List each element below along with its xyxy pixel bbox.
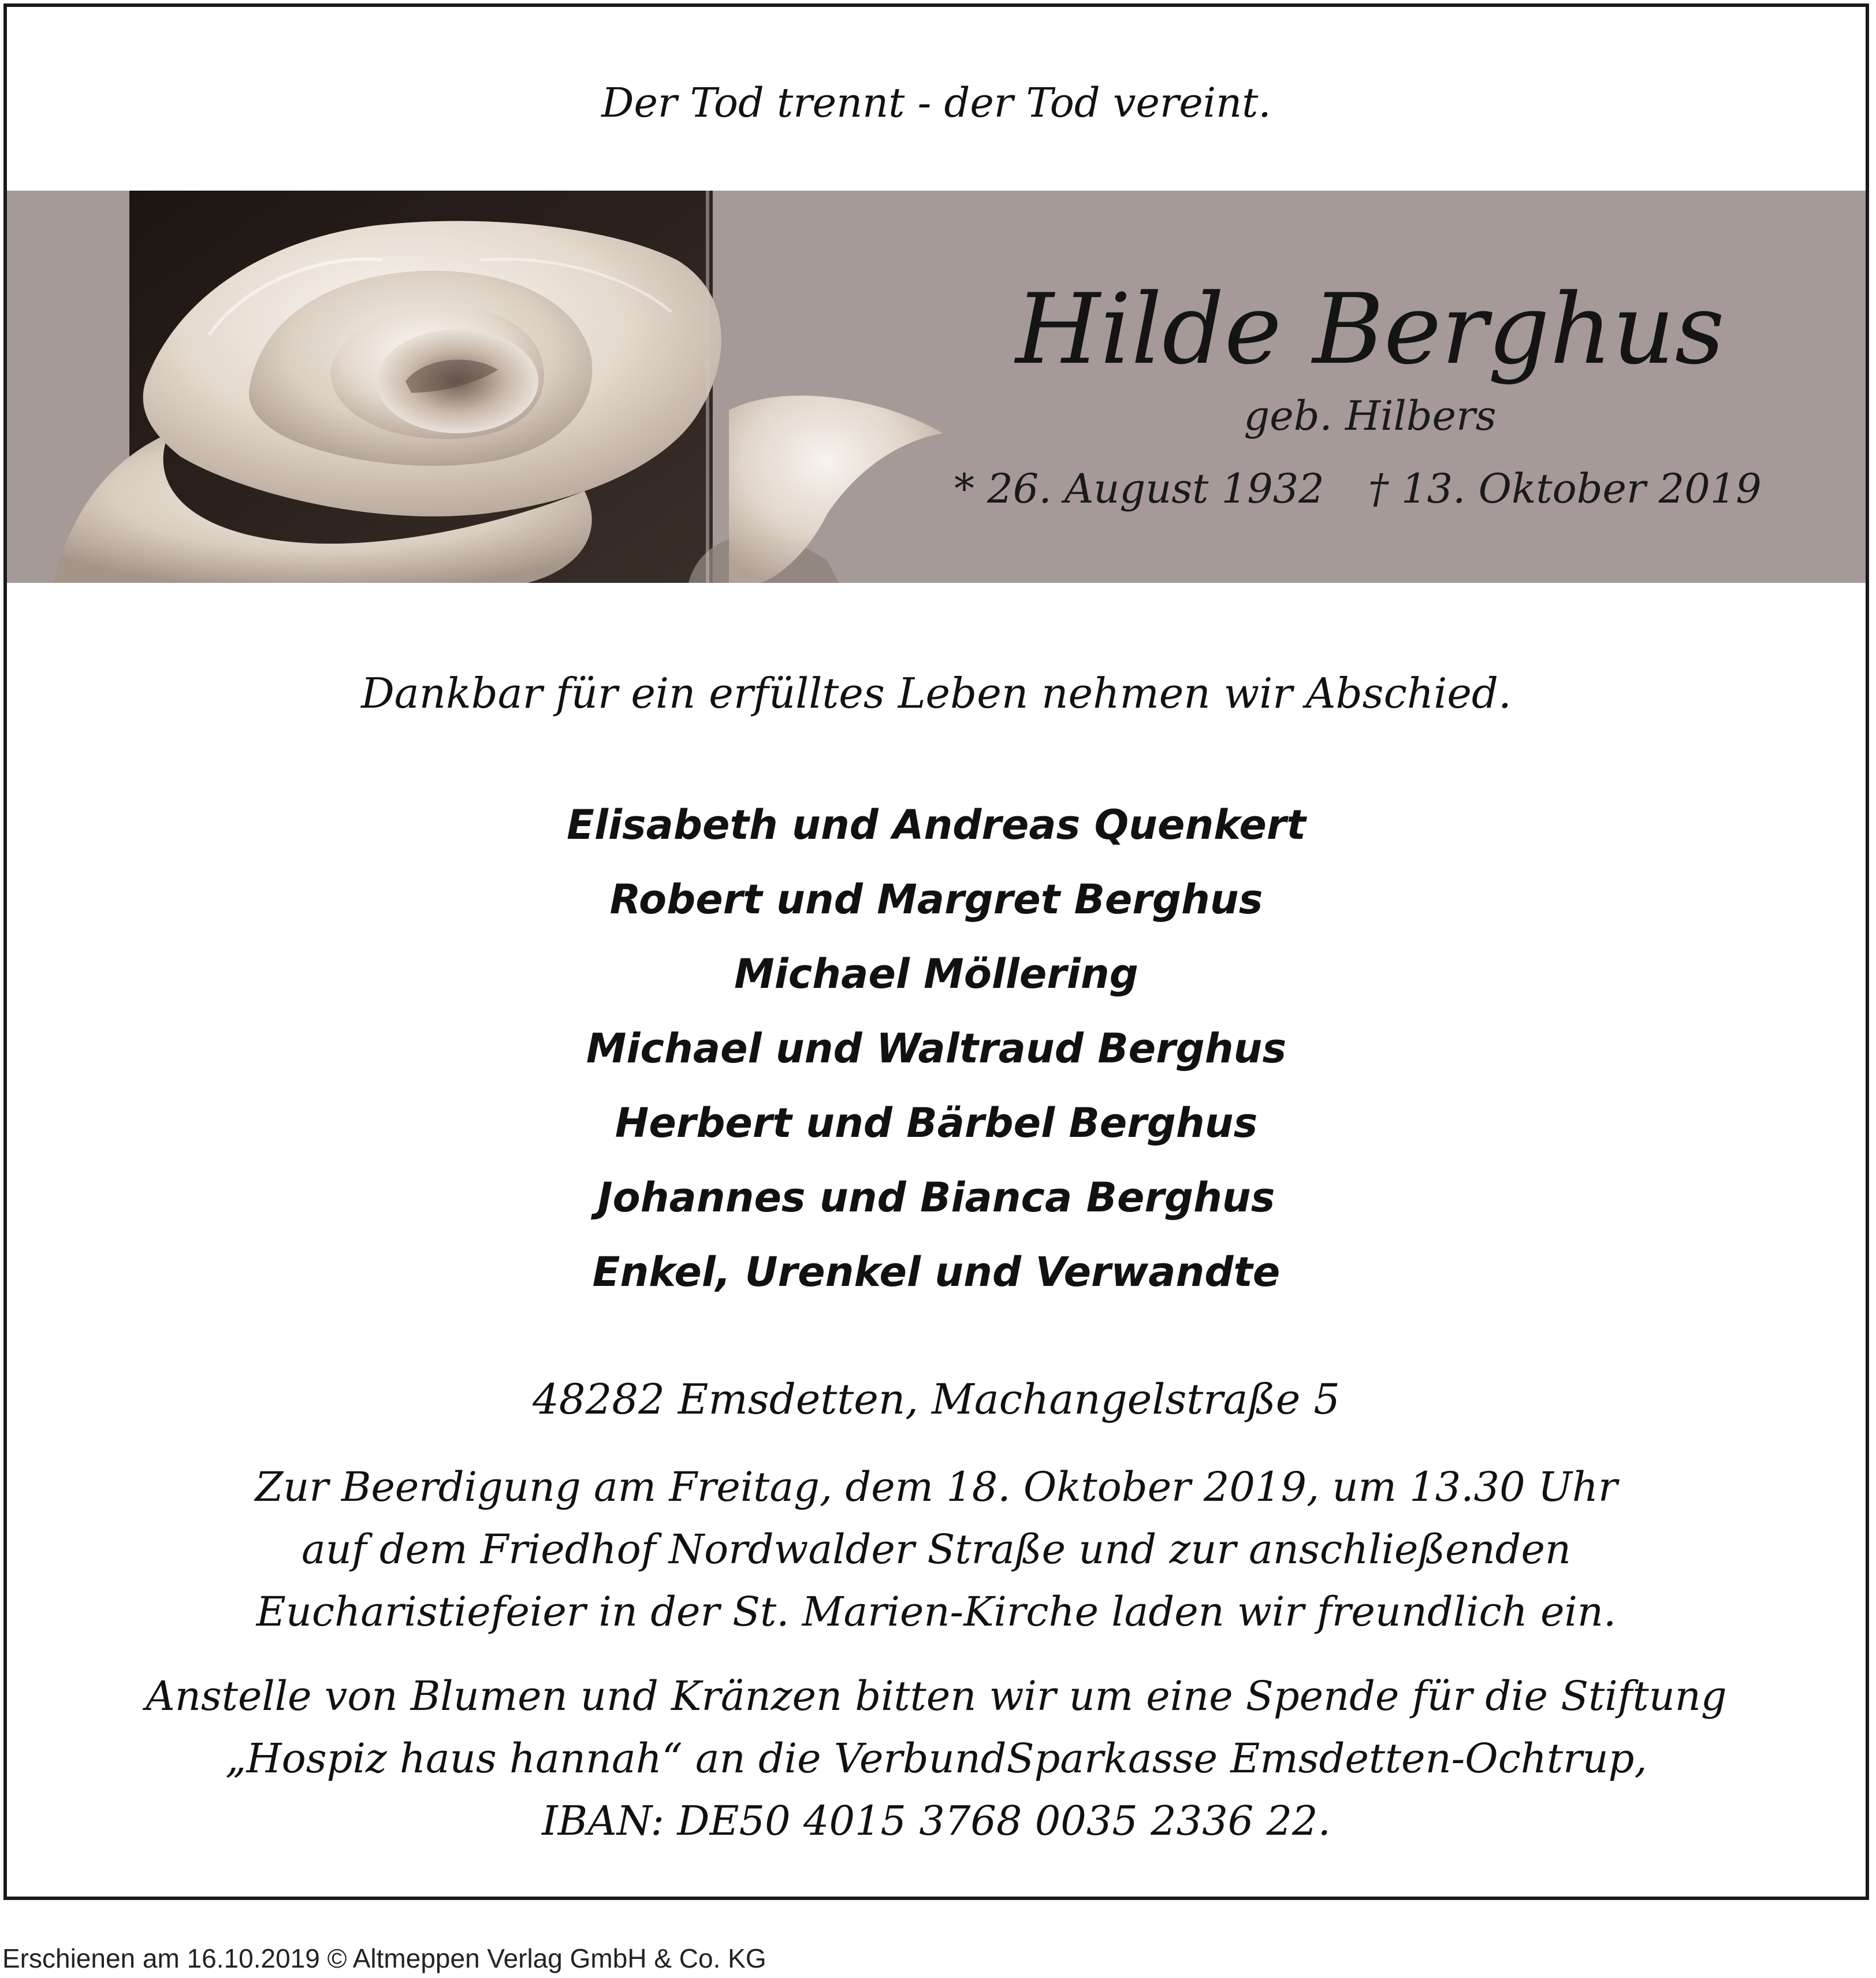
donation-line: „Hospiz haus hannah“ an die VerbundSparkasse Emsdetten-Ochtrup, <box>225 1735 1647 1782</box>
funeral-line: auf dem Friedhof Nordwalder Straße und zur anschließenden <box>302 1526 1571 1573</box>
mourner-name: Herbert und Bärbel Berghus <box>615 1099 1258 1147</box>
funeral-notice <box>7 1456 1866 1643</box>
rose-image <box>7 191 966 583</box>
maiden-name: geb. Hilbers <box>1244 392 1497 440</box>
mourner-name: Michael Möllering <box>734 950 1138 998</box>
birth-date: * 26. August 1932 <box>954 465 1324 512</box>
header-banner <box>7 191 1866 583</box>
motto: Der Tod trennt - der Tod vereint. <box>601 79 1271 127</box>
mourner-name: Enkel, Urenkel und Verwandte <box>592 1248 1281 1296</box>
farewell-text: Dankbar für ein erfülltes Leben nehmen wir Abschied. <box>361 669 1512 717</box>
donation-line: Anstelle von Blumen und Kränzen bitten wir um eine Spende für die Stiftung <box>146 1672 1727 1720</box>
donation-notice <box>7 1665 1866 1852</box>
funeral-line: Zur Beerdigung am Freitag, dem 18. Oktober 2019, um 13.30 Uhr <box>255 1463 1618 1511</box>
mourner-name: Johannes und Bianca Berghus <box>597 1174 1275 1221</box>
mourner-name: Michael und Waltraud Berghus <box>586 1025 1287 1072</box>
mourners-list <box>7 788 1866 1310</box>
donation-line: IBAN: DE50 4015 3768 0035 2336 22. <box>542 1797 1331 1845</box>
obituary-frame <box>3 3 1869 1900</box>
deceased-name: Hilde Berghus <box>1015 273 1725 386</box>
publication-footer: Erschienen am 16.10.2019 © Altmeppen Verlag GmbH & Co. KG <box>2 1943 766 1973</box>
funeral-line: Eucharistiefeier in der St. Marien-Kirche laden wir freundlich ein. <box>256 1588 1617 1635</box>
family-address: 48282 Emsdetten, Machangelstraße 5 <box>532 1375 1341 1423</box>
death-date: † 13. Oktober 2019 <box>1368 465 1762 512</box>
life-dates <box>954 461 1762 516</box>
mourner-name: Elisabeth und Andreas Quenkert <box>567 801 1306 849</box>
mourner-name: Robert und Margret Berghus <box>609 876 1263 923</box>
